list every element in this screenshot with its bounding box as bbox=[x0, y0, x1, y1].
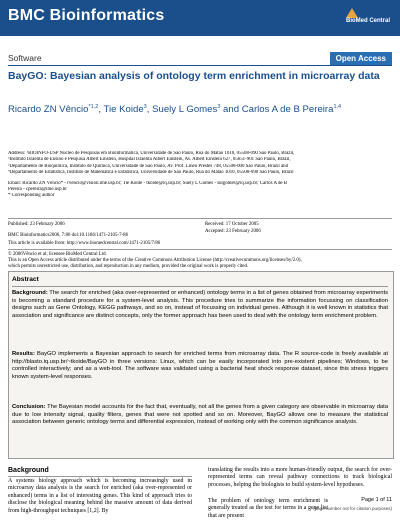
abstract-background-text: The search for enriched (aka over-represented or enhanced) ontology terms in a list of genes obtained from microarray experiments is becoming a standard procedure for a system-level analysis. This procedure tries to summarize the information focussing on classification designs such as Gene Ontology, KEGG pathways, and so on, instead of focussing on individual genes. Although it is well known in statistics that association and significance are distinct concepts, only the former approach has been used to deal with the ontology term enrichment problem. bbox=[12, 290, 388, 319]
author-affiliation-marker: 3 bbox=[143, 104, 147, 110]
email-line: Pereira - cpereira@ime.usp.br bbox=[8, 187, 67, 193]
abstract-rule bbox=[12, 286, 388, 287]
affiliation-line: ²Instituto Israelita de Ensino e Pesquisa Albert Einstein, Hospital Israelita Albert Einstein, Av. Albert Einstein 627, 05651-901 São Paulo, Brazil, bbox=[8, 157, 291, 163]
background-rule bbox=[8, 476, 192, 477]
license-line: This is an Open Access article distributed under the terms of the Creative Commons Attribution License (http://creativecommons.org/licenses/by/2.0), bbox=[8, 258, 302, 263]
body-right-column-para-1: translating the results into a more human-friendly output, the search for over-represented terms can reveal pathway connections to track biological processes, helping the biologists to build system-level hypotheses. bbox=[208, 467, 392, 488]
author-name: Carlos A de B Pereira bbox=[241, 104, 334, 116]
author-name: Suely L Gomes bbox=[152, 104, 218, 116]
author-separator: , bbox=[98, 104, 104, 116]
affiliation-line: Address: ¹BIOINFO-USP Núcleo de Pesquisas em Bioinformática, Universidade de São Paulo, Rua do Matão 1010, 05508-090 São Paulo, Brazil, bbox=[8, 151, 295, 156]
divider bbox=[8, 218, 392, 219]
email-line: Email: Ricardo ZN Vêncio* - rvencio@vision.ime.usp.br; Tie Koide - tkoide@iq.usp.br; Suely L Gomes - sulgomes@iq.usp.br; Carlos A de B bbox=[8, 180, 288, 186]
published-date: Published: 23 February 2006 bbox=[8, 222, 65, 227]
affiliation-line: ⁴Departamento de Estatística, Instituto de Matemática e Estatística, Universidade de São Paulo, Rua do Matão 1010, 05508-090 São Paulo, Brazil bbox=[8, 170, 294, 176]
affiliation-line: ³Departamento de Bioquímica, Instituto de Química, Universidade de São Paulo, Av. Prof. Lineu Prestes 748, 05508-000 São Paulo, Brazil and bbox=[8, 163, 289, 169]
article-url[interactable]: This article is available from: http://www.biomedcentral.com/1471-2105/7/86 bbox=[8, 241, 161, 246]
abstract-results bbox=[12, 351, 388, 381]
page-number: Page 1 of 11 bbox=[361, 497, 392, 503]
divider bbox=[8, 249, 392, 250]
abstract-heading: Abstract bbox=[12, 276, 39, 283]
author-affiliation-marker: *1,2 bbox=[88, 104, 99, 110]
copyright-line: © 2006Vêncio et al; licensee BioMed Central Ltd. bbox=[8, 252, 107, 257]
author-name: Ricardo ZN Vêncio bbox=[8, 104, 89, 116]
corresponding-author-note: * Corresponding author bbox=[8, 193, 55, 199]
abstract-conclusion bbox=[12, 404, 388, 427]
logo-triangle-icon bbox=[346, 8, 358, 18]
author-list bbox=[8, 101, 392, 117]
abstract-conclusion-label: Conclusion: bbox=[12, 404, 46, 410]
author-affiliation-marker: 3 bbox=[217, 104, 221, 110]
open-access-badge: Open Access bbox=[330, 52, 392, 65]
section-label: Software bbox=[8, 53, 42, 63]
abstract-background-label: Background: bbox=[12, 290, 48, 296]
biomed-central-logo bbox=[346, 8, 392, 28]
author-separator: , bbox=[146, 104, 153, 116]
received-date: Received: 17 October 2005 bbox=[205, 222, 259, 227]
license-line: which permits unrestricted use, distribution, and reproduction in any medium, provided the original work is properly cited. bbox=[8, 264, 249, 269]
abstract-results-text: BayGO implements a Bayesian approach to search for enriched terms from microarray data. The R source-code is freely available at http://blasto.iq.usp.br/~tkoide/BayGO in three versions: Linux, which can be easily incorporated into pre-existent pipelines; Windows, to be controlled interactively; and as a web-tool. The software was validated using a bacterial heat shock response dataset, since this stress triggers known system-level responses. bbox=[12, 351, 388, 380]
abstract-conclusion-text: The Bayesian model accounts for the fact that, eventually, not all the genes from a given category are observable in microarray data due to low intensity signal, quality filters, genes that were not spotted and so on. Moreover, BayGO allows one to measure the statistical association between generic ontology terms and differential expression, instead of working only with the common significance analysis. bbox=[12, 404, 388, 426]
page-number-note: (page number not for citation purposes) bbox=[313, 506, 392, 511]
background-heading: Background bbox=[8, 467, 49, 474]
author-affiliation-marker: 1,4 bbox=[333, 104, 342, 110]
journal-title: BMC Bioinformatics bbox=[8, 7, 165, 24]
logo-text: BioMed Central bbox=[346, 18, 391, 24]
citation: BMC Bioinformatics2006, 7:86 doi:10.1186/1471-2105-7-86 bbox=[8, 233, 129, 238]
body-left-column: A systems biology approach which is becoming increasingly used in microarray data analysis is the search for enriched (aka over-represented or enhanced) terms in a list of interesting genes. This kind of approach tries to disclose the biological meaning behind the massive amount of data derived from high-throughput techniques [1,2]. By bbox=[8, 478, 192, 514]
abstract-background bbox=[12, 290, 388, 320]
section-divider bbox=[8, 65, 392, 66]
affiliations bbox=[8, 151, 392, 200]
article-title: BayGO: Bayesian analysis of ontology term enrichment in microarray data bbox=[8, 70, 380, 82]
body-right-column-para-2: The problem of ontology term enrichment is generally treated as the test for terms in a gene list that are present bbox=[208, 498, 328, 519]
abstract-results-label: Results: bbox=[12, 351, 35, 357]
author-name: Tie Koide bbox=[103, 104, 144, 116]
accepted-date: Accepted: 23 February 2006 bbox=[205, 229, 261, 234]
author-separator: and bbox=[220, 104, 242, 116]
